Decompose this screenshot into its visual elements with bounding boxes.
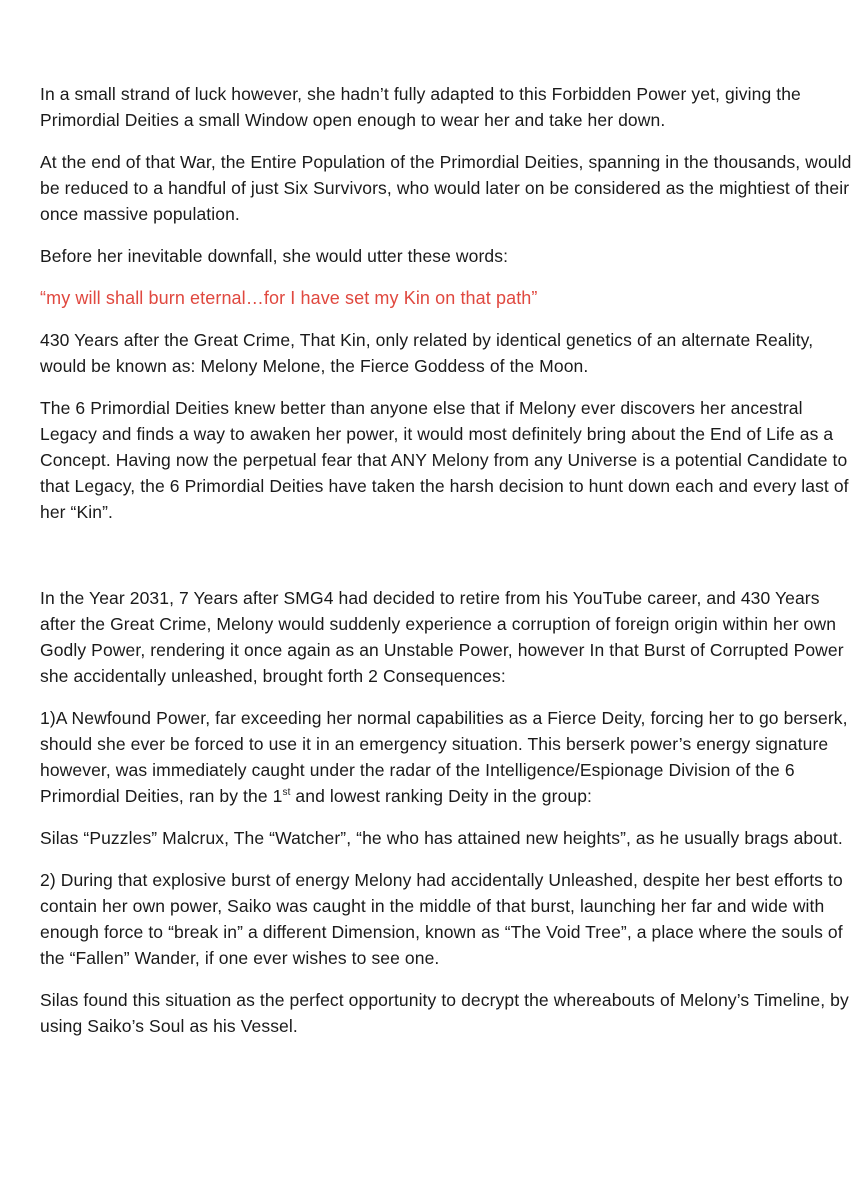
paragraph-forbidden-power: In a small strand of luck however, she hadn’t fully adapted to this Forbidden Power yet, giving the Primordial Deities a small Window open enough to wear her and take her down.: [40, 84, 801, 130]
ordinal-superscript: st: [282, 787, 291, 799]
paragraph-legacy-fear: The 6 Primordial Deities knew better than anyone else that if Melony ever discovers her ancestral Legacy and finds a way to awaken her power, it would most definitely bring about the End of Life as a Concept. Having now the perpetual fear that ANY Melony from any Universe is a potential Candidate to that Legacy, the 6 Primordial Deities have taken the harsh decision to hunt down each and every last of her “Kin”.: [40, 398, 849, 522]
quote-eternal-will: “my will shall burn eternal…for I have set my Kin on that path”: [40, 288, 538, 308]
paragraph-silas: Silas “Puzzles” Malcrux, The “Watcher”, “he who has attained new heights”, as he usually brags about.: [40, 828, 843, 848]
document-body: [40, 81, 852, 1039]
paragraph-war-end: At the end of that War, the Entire Population of the Primordial Deities, spanning in the thousands, would be reduced to a handful of just Six Survivors, who would later on be considered as the mightiest of their once massive population.: [40, 152, 852, 224]
paragraph-consequence-2: 2) During that explosive burst of energy Melony had accidentally Unleashed, despite her best efforts to contain her own power, Saiko was caught in the middle of that burst, launching her far and wide with enough force to “break in” a different Dimension, known as “The Void Tree”, a place where the souls of the “Fallen” Wander, if one ever wishes to see one.: [40, 870, 843, 968]
paragraph-year-2031: In the Year 2031, 7 Years after SMG4 had decided to retire from his YouTube career, and 430 Years after the Great Crime, Melony would suddenly experience a corruption of foreign origin within her own Godly Power, rendering it once again as an Unstable Power, however In that Burst of Corrupted Power she accidentally unleashed, brought forth 2 Consequences:: [40, 588, 844, 686]
paragraph-silas-opportunity: Silas found this situation as the perfect opportunity to decrypt the whereabouts of Melony’s Timeline, by using Saiko’s Soul as his Vessel.: [40, 990, 849, 1036]
consequence-1-text: 1)A Newfound Power, far exceeding her normal capabilities as a Fierce Deity, forcing her to go berserk, should she ever be forced to use it in an emergency situation. This berserk power’s energy signature however, was immediately caught under the radar of the Intelligence/Espionage Division of the 6 Primordial Deities, ran by the 1: [40, 708, 848, 806]
paragraph-downfall: Before her inevitable downfall, she would utter these words:: [40, 246, 509, 266]
paragraph-melony-kin: 430 Years after the Great Crime, That Kin, only related by identical genetics of an alternate Reality, would be known as: Melony Melone, the Fierce Goddess of the Moon.: [40, 330, 814, 376]
consequence-1-text-end: and lowest ranking Deity in the group:: [290, 786, 593, 806]
paragraph-consequence-1: [40, 705, 852, 809]
